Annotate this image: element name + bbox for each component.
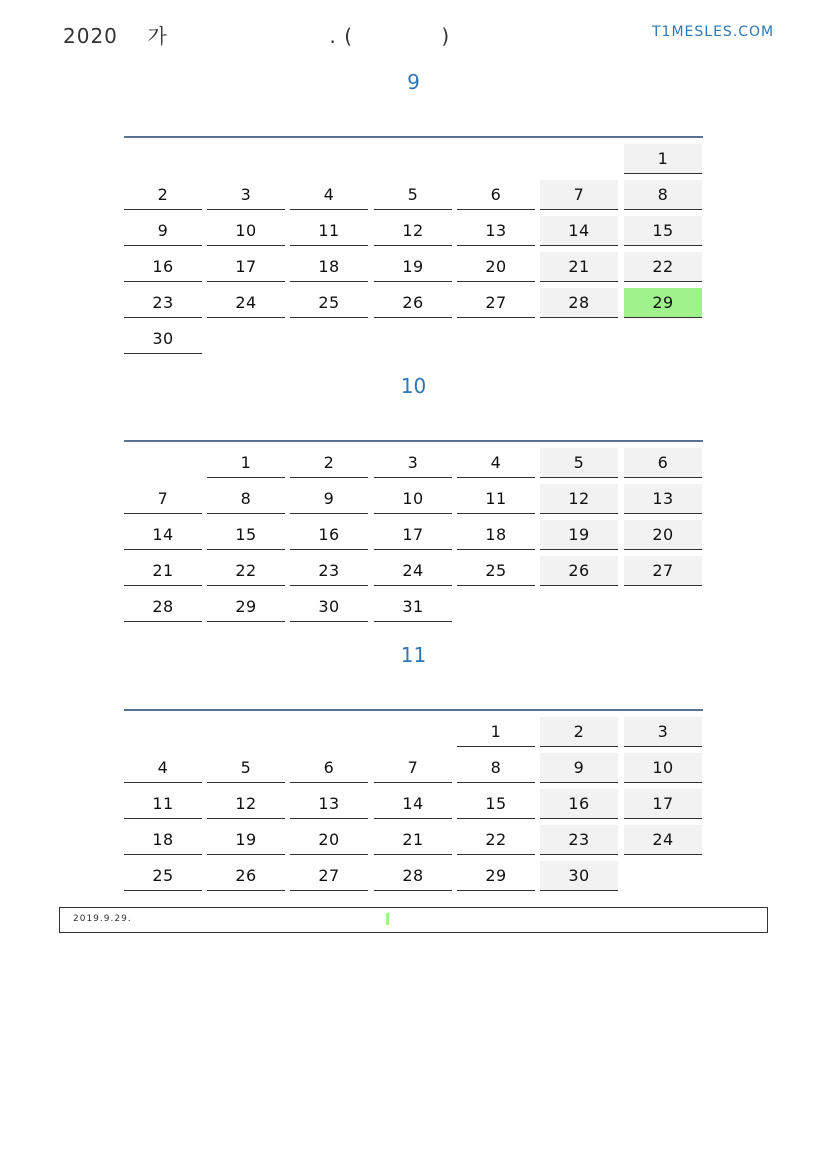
day-cell: 20 [290,825,368,855]
day-cell: 8 [457,753,535,783]
day-cell: 5 [374,180,452,210]
day-cell: 3 [207,180,285,210]
day-cell: 18 [124,825,202,855]
day-cell: 7 [124,484,202,514]
day-cell: 5 [540,448,618,478]
day-cell: 29 [207,592,285,622]
day-cell: 23 [540,825,618,855]
day-cell: 15 [457,789,535,819]
month-title: 10 [400,374,427,398]
day-cell: 17 [207,252,285,282]
day-cell-today: 29 [624,288,702,318]
day-cell: 27 [290,861,368,891]
day-cell: 4 [124,753,202,783]
day-cell: 12 [540,484,618,514]
day-cell: 15 [207,520,285,550]
month-title: 11 [400,643,427,667]
day-cell: 25 [290,288,368,318]
day-cell: 3 [624,717,702,747]
day-cell: 13 [290,789,368,819]
day-cell: 8 [207,484,285,514]
day-cell: 21 [540,252,618,282]
day-cell: 21 [124,556,202,586]
day-cell: 4 [457,448,535,478]
day-cell: 16 [540,789,618,819]
day-cell: 17 [624,789,702,819]
day-cell: 10 [207,216,285,246]
page-title: 2020 가 . ( ) [63,24,451,48]
day-cell: 11 [124,789,202,819]
day-cell: 1 [207,448,285,478]
day-cell: 30 [290,592,368,622]
day-cell: 19 [207,825,285,855]
day-cell: 26 [540,556,618,586]
day-cell: 14 [374,789,452,819]
day-cell: 19 [540,520,618,550]
day-cell: 2 [540,717,618,747]
day-cell: 14 [124,520,202,550]
day-cell: 2 [290,448,368,478]
day-cell: 10 [624,753,702,783]
day-cell: 4 [290,180,368,210]
day-cell: 22 [207,556,285,586]
day-cell: 9 [290,484,368,514]
day-cell: 1 [457,717,535,747]
month-title: 9 [407,70,420,94]
day-cell: 11 [457,484,535,514]
day-cell: 6 [457,180,535,210]
month-top-rule [124,709,703,711]
day-cell: 16 [124,252,202,282]
day-cell: 9 [124,216,202,246]
day-cell: 12 [207,789,285,819]
day-cell: 23 [290,556,368,586]
day-cell: 2 [124,180,202,210]
day-cell: 10 [374,484,452,514]
day-cell: 27 [457,288,535,318]
day-cell: 26 [207,861,285,891]
day-cell: 20 [457,252,535,282]
day-cell: 3 [374,448,452,478]
day-cell: 24 [374,556,452,586]
day-cell: 28 [374,861,452,891]
day-cell: 28 [540,288,618,318]
day-cell: 22 [624,252,702,282]
day-cell: 6 [290,753,368,783]
day-cell: 30 [540,861,618,891]
day-cell: 1 [624,144,702,174]
footer-bar [59,907,768,933]
day-cell: 6 [624,448,702,478]
day-cell: 13 [624,484,702,514]
day-cell: 21 [374,825,452,855]
day-cell: 28 [124,592,202,622]
day-cell: 20 [624,520,702,550]
day-cell: 12 [374,216,452,246]
month-top-rule [124,440,703,442]
day-cell: 9 [540,753,618,783]
day-cell: 27 [624,556,702,586]
day-cell: 26 [374,288,452,318]
day-cell: 30 [124,324,202,354]
day-cell: 29 [457,861,535,891]
month-top-rule [124,136,703,138]
day-cell: 18 [290,252,368,282]
day-cell: 8 [624,180,702,210]
day-cell: 31 [374,592,452,622]
day-cell: 24 [624,825,702,855]
footer-date: 2019.9.29. [73,914,132,924]
day-cell: 22 [457,825,535,855]
day-cell: 25 [457,556,535,586]
day-cell: 17 [374,520,452,550]
day-cell: 14 [540,216,618,246]
day-cell: 13 [457,216,535,246]
day-cell: 7 [540,180,618,210]
site-link[interactable]: T1MESLES.COM [652,24,775,40]
day-cell: 15 [624,216,702,246]
day-cell: 16 [290,520,368,550]
day-cell: 24 [207,288,285,318]
today-legend-swatch [386,913,389,925]
day-cell: 5 [207,753,285,783]
day-cell: 23 [124,288,202,318]
day-cell: 7 [374,753,452,783]
day-cell: 19 [374,252,452,282]
day-cell: 18 [457,520,535,550]
day-cell: 25 [124,861,202,891]
day-cell: 11 [290,216,368,246]
